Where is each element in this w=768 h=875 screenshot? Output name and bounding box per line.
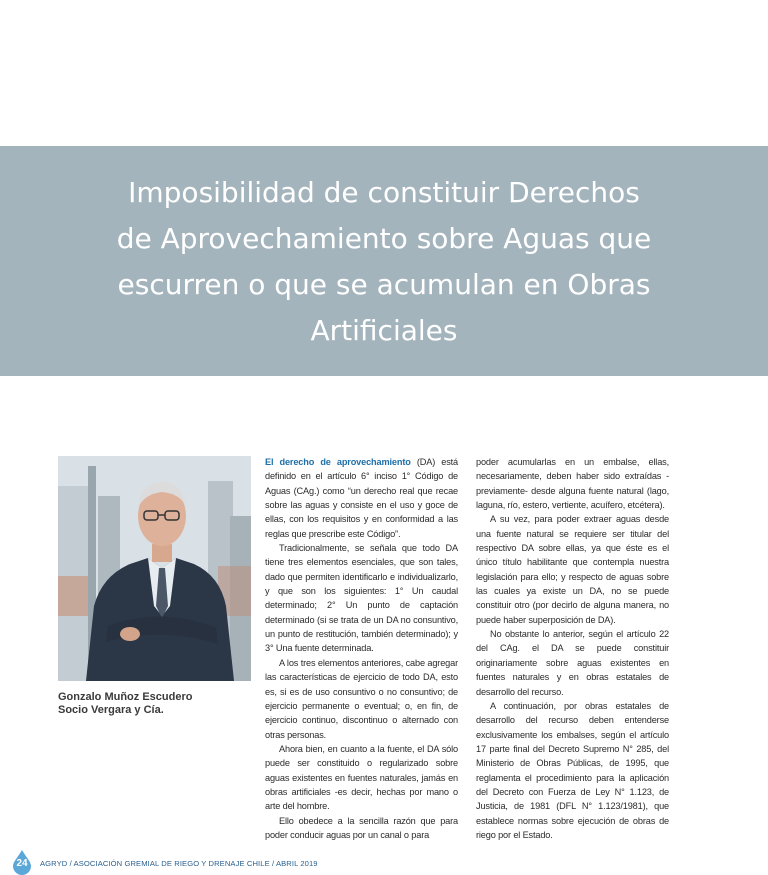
title-line: escurren o que se acumulan en Obras (117, 268, 651, 301)
paragraph: poder acumularlas en un embalse, ellas, necesariamente, deben haber sido extraídas -previamente- desde alguna fuente natural (lago, laguna, río, estero, vertiente, acuífero, etcétera). (476, 457, 669, 511)
photo-caption (58, 691, 258, 717)
paragraph: A los tres elementos anteriores, cabe agregar las características de ejercicio de todo DA, esto es, si es de uso consuntivo o no consuntivo; de ejercicio permanente o eventual; o, en fin, de ejercicio continuo, discontinuo o alternado con otras personas. (265, 657, 458, 740)
paragraph: Ello obedece a la sencilla razón que para poder conducir aguas por un canal o para (265, 815, 458, 840)
text-column-2 (476, 455, 669, 842)
article-title (60, 170, 708, 354)
author-role: Socio Vergara y Cía. (58, 704, 164, 716)
paragraph: A su vez, para poder extraer aguas desde una fuente natural se requiere ser titular del respectivo DA sobre ellas, ya que éste es el único título habilitante que contempla nuestra legislación para ello; y respecto de aguas sobre las cuales ya existe un DA, no se puede constituir otro (por decirlo de alguna manera, no puede haber superposición de DA). (476, 514, 669, 625)
title-line: Artificiales (310, 314, 458, 347)
page-number: 24 (16, 858, 28, 869)
title-line: Imposibilidad de constituir Derechos (128, 176, 640, 209)
paragraph: A continuación, por obras estatales de desarrollo del recurso deben entenderse exclusivamente los embalses, según el artículo 17 parte final del Decreto Supremo N° 285, del Ministerio de Obras Públicas, de 1995, que reglamenta el procedimiento para la aplicación del Decreto con Fuerza de Ley N° 1.123, de Justicia, de 1981 (DFL N° 1.123/1981), que establece normas sobre ejecución de obras de riego por el Estado. (476, 700, 669, 840)
text-column-1 (265, 455, 458, 842)
footer-publication: AGRYD / ASOCIACIÓN GREMIAL DE RIEGO Y DRENAJE CHILE / ABRIL 2019 (40, 859, 318, 868)
page-footer (0, 849, 768, 875)
paragraph: Tradicionalmente, se señala que todo DA tiene tres elementos esenciales, que son tales, dado que permiten identificarlo e individualizarlo, y que son los siguientes: 1° Un caudal determinado; 2° Un punto de captación determinado (si se trata de un DA no consuntivo, un punto de restitución, también determinado); y 3° Una fuente determinada. (265, 543, 458, 654)
author-photo (58, 456, 251, 681)
author-photo-illustration (58, 456, 251, 681)
paragraph: Ahora bien, en cuanto a la fuente, el DA sólo puede ser constituido o regularizado sobre aguas existentes en fuentes naturales, jamás en obras artificiales -es decir, hechas por mano o arte del hombre. (265, 743, 458, 812)
paragraph: No obstante lo anterior, según el artículo 22 del CAg. el DA se puede constituir originariamente sobre aguas existentes en fuentes naturales y en obras estatales de desarrollo del recurso. (476, 629, 669, 697)
author-name: Gonzalo Muñoz Escudero (58, 691, 193, 703)
title-line: de Aprovechamiento sobre Aguas que (116, 222, 652, 255)
paragraph-text: (DA) está definido en el artículo 6° inciso 1° Código de Aguas (CAg.) como “un derecho real que recae sobre las aguas y consiste en el uso y goce de ellas, con los requisitos y en conformidad a las reglas que prescribe este Código”. (265, 457, 458, 539)
paragraph (265, 455, 458, 541)
lead-phrase: El derecho de aprovechamiento (265, 457, 411, 467)
